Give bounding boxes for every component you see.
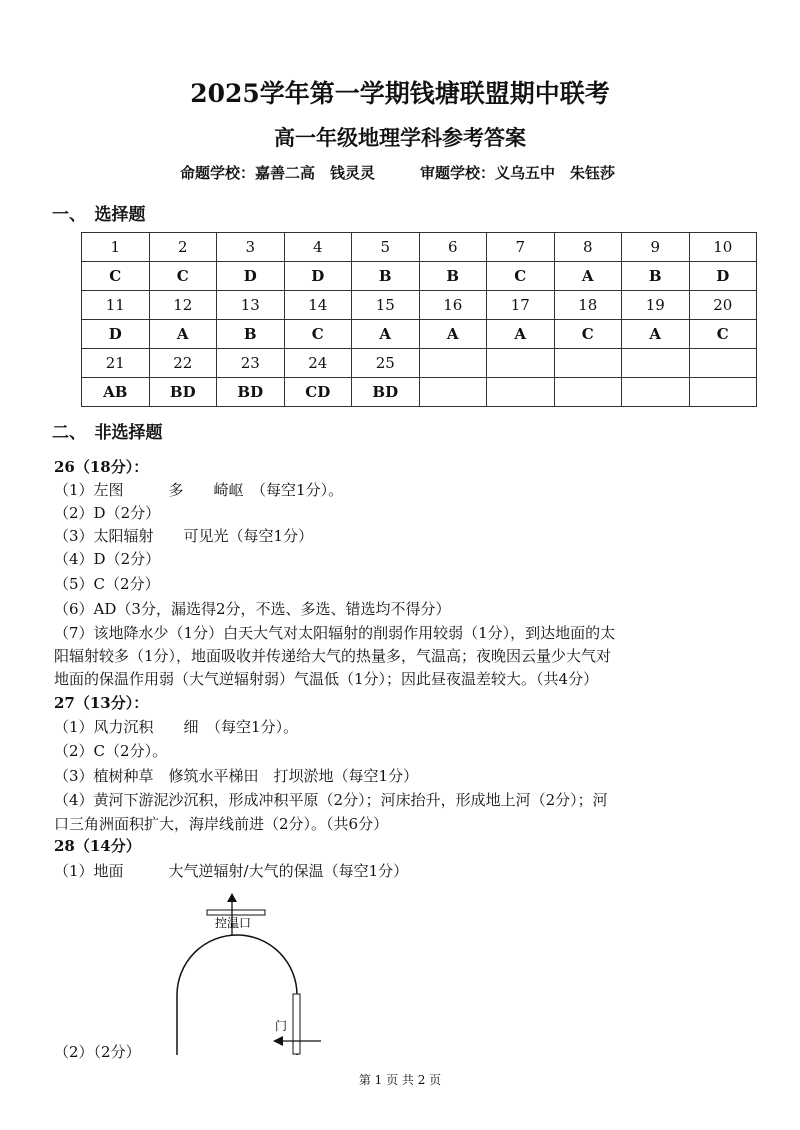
answer-row — [82, 320, 757, 349]
answer-cell: BD — [149, 378, 217, 407]
question-number-cell: 13 — [217, 291, 285, 320]
q28-line: （1）地面 大气逆辐射/大气的保温（每空1分） — [54, 862, 409, 880]
answer-cell: BD — [217, 378, 285, 407]
greenhouse-outline — [177, 935, 297, 1055]
answer-cell: A — [352, 320, 420, 349]
answer-row — [82, 262, 757, 291]
answer-cell — [419, 378, 487, 407]
question-number-cell: 16 — [419, 291, 487, 320]
question-number-cell: 23 — [217, 349, 285, 378]
q27-line: （4）黄河下游泥沙沉积，形成冲积平原（2分）；河床抬升，形成地上河（2分）；河 — [54, 791, 608, 809]
question-number-cell: 17 — [487, 291, 555, 320]
question-number-cell: 22 — [149, 349, 217, 378]
question-27-heading: 27（13分）： — [54, 694, 149, 712]
answer-cell — [622, 378, 690, 407]
q26-line: （7）该地降水少（1分）白天大气对太阳辐射的削弱作用较弱（1分），到达地面的太 — [54, 624, 616, 642]
answer-cell: C — [487, 262, 555, 291]
question-number-row — [82, 291, 757, 320]
q26-line: 地面的保温作用弱（大气逆辐射弱）气温低（1分）；因此昼夜温差较大。（共4分） — [54, 670, 599, 688]
answer-row — [82, 378, 757, 407]
question-number-row — [82, 349, 757, 378]
q26-line: 阳辐射较多（1分），地面吸收并传递给大气的热量多，气温高；夜晚因云量少大气对 — [54, 647, 612, 665]
q27-line: （3）植树种草 修筑水平梯田 打坝淤地（每空1分） — [54, 767, 419, 785]
q26-line: （5）C（2分） — [54, 575, 160, 593]
q27-line: （1）风力沉积 细 （每空1分）。 — [54, 718, 299, 736]
question-number-cell — [622, 349, 690, 378]
answer-cell: A — [149, 320, 217, 349]
q26-line: （4）D（2分） — [54, 550, 161, 568]
answer-cell: B — [419, 262, 487, 291]
answer-cell: B — [217, 320, 285, 349]
q26-line: （3）太阳辐射 可见光（每空1分） — [54, 527, 314, 545]
q26-line: （2）D（2分） — [54, 504, 161, 522]
question-number-cell: 20 — [689, 291, 757, 320]
answer-table — [81, 232, 757, 407]
answer-cell — [689, 378, 757, 407]
question-number-cell — [419, 349, 487, 378]
question-number-cell: 8 — [554, 233, 622, 262]
page-number: 第 1 页 共 2 页 — [358, 1073, 442, 1087]
answer-cell: D — [217, 262, 285, 291]
answer-cell: D — [284, 262, 352, 291]
q26-line: （1）左图 多 崎岖 （每空1分）。 — [54, 481, 344, 499]
q27-line: 口三角洲面积扩大，海岸线前进（2分）。（共6分） — [54, 815, 389, 833]
question-number-cell: 7 — [487, 233, 555, 262]
answer-cell: C — [689, 320, 757, 349]
door — [293, 994, 300, 1054]
answer-cell: B — [352, 262, 420, 291]
q26-line: （6）AD（3分，漏选得2分，不选、多选、错选均不得分） — [54, 600, 451, 618]
question-28-heading: 28（14分） — [54, 837, 141, 855]
vent-cap — [207, 910, 265, 915]
answer-cell — [487, 378, 555, 407]
question-number-cell: 2 — [149, 233, 217, 262]
author-line: 命题学校：嘉善二高 钱灵灵 审题学校：义乌五中 朱钰莎 — [180, 164, 616, 182]
q28-line: （2）（2分） — [54, 1043, 141, 1061]
section-heading-nonchoice: 二、 非选择题 — [52, 423, 163, 443]
question-number-cell: 6 — [419, 233, 487, 262]
question-number-cell: 11 — [82, 291, 150, 320]
question-number-cell: 5 — [352, 233, 420, 262]
answer-cell: A — [419, 320, 487, 349]
question-number-cell: 25 — [352, 349, 420, 378]
page-title: 2025学年第一学期钱塘联盟期中联考 — [190, 79, 610, 108]
answer-cell: A — [554, 262, 622, 291]
answer-cell: BD — [352, 378, 420, 407]
question-number-cell: 4 — [284, 233, 352, 262]
question-number-cell: 14 — [284, 291, 352, 320]
greenhouse-diagram — [165, 890, 335, 1060]
question-number-cell: 1 — [82, 233, 150, 262]
answer-cell: D — [82, 320, 150, 349]
question-number-cell: 3 — [217, 233, 285, 262]
question-number-cell — [487, 349, 555, 378]
question-number-cell: 19 — [622, 291, 690, 320]
q27-line: （2）C（2分）。 — [54, 742, 168, 760]
door-label: 门 — [275, 1019, 288, 1033]
answer-cell: CD — [284, 378, 352, 407]
answer-cell: A — [622, 320, 690, 349]
section-heading-choice: 一、 选择题 — [52, 205, 146, 225]
question-number-cell: 9 — [622, 233, 690, 262]
vent-arrowhead — [227, 893, 237, 902]
question-number-cell: 10 — [689, 233, 757, 262]
question-number-cell: 12 — [149, 291, 217, 320]
answer-cell: A — [487, 320, 555, 349]
answer-cell: C — [554, 320, 622, 349]
vent-label: 控温口 — [215, 916, 252, 930]
question-26-heading: 26（18分）： — [54, 458, 149, 476]
question-number-cell: 15 — [352, 291, 420, 320]
answer-cell: C — [82, 262, 150, 291]
question-number-cell: 18 — [554, 291, 622, 320]
answer-cell: C — [149, 262, 217, 291]
question-number-row — [82, 233, 757, 262]
question-number-cell — [554, 349, 622, 378]
answer-cell: D — [689, 262, 757, 291]
question-number-cell — [689, 349, 757, 378]
answer-cell: AB — [82, 378, 150, 407]
door-arrowhead — [273, 1036, 283, 1046]
answer-cell — [554, 378, 622, 407]
page-subtitle: 高一年级地理学科参考答案 — [274, 125, 526, 150]
question-number-cell: 24 — [284, 349, 352, 378]
answer-cell: C — [284, 320, 352, 349]
question-number-cell: 21 — [82, 349, 150, 378]
answer-cell: B — [622, 262, 690, 291]
